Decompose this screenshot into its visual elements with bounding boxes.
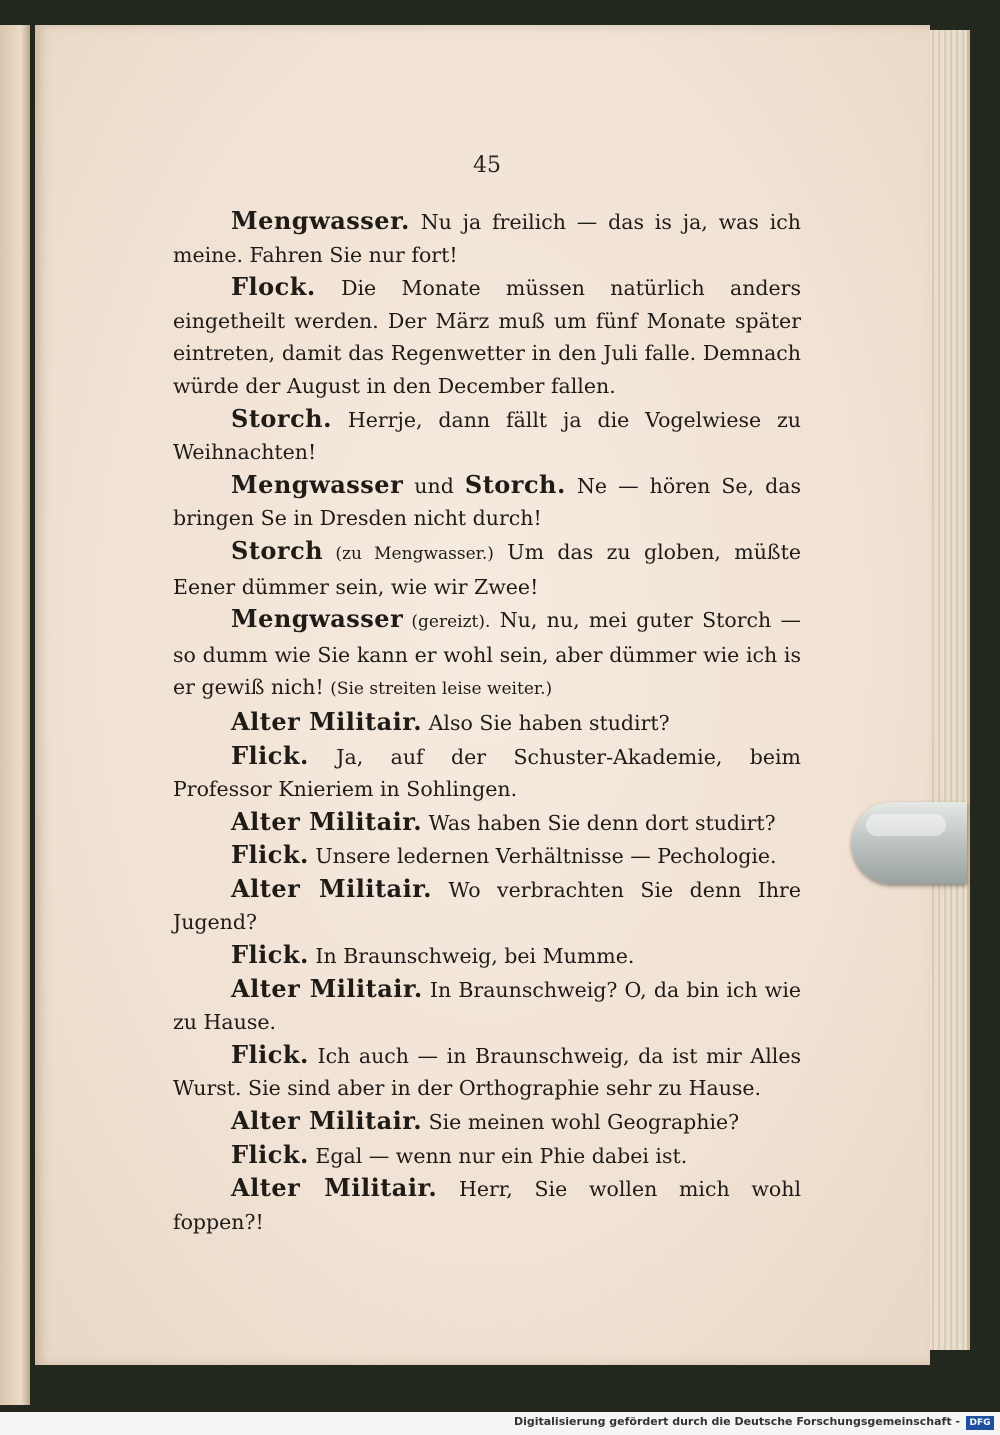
dialogue-paragraph xyxy=(173,469,801,535)
funding-credit: Digitalisierung gefördert durch die Deutsche Forschungsgemeinschaft - xyxy=(513,1415,960,1428)
dialogue-paragraph xyxy=(173,973,801,1039)
dialogue-paragraph xyxy=(173,403,801,469)
speaker-name: Alter Militair. xyxy=(231,1173,438,1203)
speaker-name: Mengwasser. xyxy=(231,206,410,235)
spoken-line: Ich auch — in Braunschweig, da ist mir Alles Wurst. Sie sind aber in der Orthographie sehr zu Hause. xyxy=(173,1043,801,1101)
page-clip xyxy=(852,802,967,884)
page-number: 45 xyxy=(473,153,501,178)
spoken-line: Sie meinen wohl Geographie? xyxy=(422,1110,740,1135)
dialogue-paragraph xyxy=(173,205,801,271)
spoken-line: Herr, Sie wollen mich wohl foppen?! xyxy=(173,1177,801,1234)
dialogue-paragraph xyxy=(173,1039,801,1105)
dialogue-paragraph xyxy=(173,1139,801,1173)
dialogue-paragraph xyxy=(173,806,801,840)
spoken-line: Nu, nu, mei guter Storch — so dumm wie Sie kann er wohl sein, aber dümmer wie ich is er gewiß nich! xyxy=(173,608,801,700)
speaker-name: Storch. xyxy=(231,403,332,433)
speaker-name: Flick. xyxy=(231,1039,309,1069)
spoken-line: Um das zu globen, müßte Eener dümmer sein, wie wir Zwee! xyxy=(173,539,801,599)
dialogue-paragraph xyxy=(173,740,801,806)
spoken-line: In Braunschweig, bei Mumme. xyxy=(308,944,635,969)
dialogue-paragraph xyxy=(173,839,801,873)
dialogue-paragraph xyxy=(173,1105,801,1139)
speaker-name: Alter Militair. xyxy=(231,706,423,736)
spoken-line: Ja, auf der Schuster-Akademie, beim Professor Knieriem in Sohlingen. xyxy=(173,744,801,802)
speaker-name: Mengwasser xyxy=(231,469,404,499)
speaker-name: Alter Militair. xyxy=(231,973,423,1003)
spoken-line: und xyxy=(403,473,465,498)
speaker-name: Flick. xyxy=(231,1139,309,1169)
speaker-name: Flick. xyxy=(231,740,309,770)
stage-direction: (Sie streiten leise weiter.) xyxy=(330,679,553,700)
dialogue-paragraph xyxy=(173,939,801,973)
dfg-logo: DFG xyxy=(966,1416,994,1430)
dialogue-paragraph xyxy=(173,603,801,706)
spoken-line: Also Sie haben studirt? xyxy=(422,710,670,735)
spoken-line: Nu ja freilich — das is ja, was ich meine. Fahren Sie nur fort! xyxy=(173,210,801,267)
spoken-line: Herrje, dann fällt ja die Vogelwiese zu Weihnachten! xyxy=(173,407,801,465)
spoken-line: In Braunschweig? O, da bin ich wie zu Hause. xyxy=(173,977,802,1035)
dialogue-paragraph xyxy=(173,706,801,740)
speaker-name: Flick. xyxy=(231,940,309,970)
spoken-line: Wo verbrachten Sie denn Ihre Jugend? xyxy=(173,877,801,935)
book-page xyxy=(35,25,930,1365)
spoken-line: Die Monate müssen natürlich anders eingetheilt werden. Der März muß um fünf Monate später eintreten, damit das Regenwetter in den Juli falle. Demnach würde der August in den December fallen. xyxy=(173,276,801,398)
stage-direction: (gereizt). xyxy=(403,612,491,633)
spoken-line: Egal — wenn nur ein Phie dabei ist. xyxy=(308,1143,688,1168)
dialogue-paragraph xyxy=(173,873,801,939)
spoken-line: Unsere ledernen Verhältnisse — Pechologie. xyxy=(308,844,777,869)
spoken-line: Was haben Sie denn dort studirt? xyxy=(422,810,776,835)
facing-page-edge xyxy=(0,25,30,1405)
speaker-name: Storch xyxy=(231,535,324,565)
speaker-name: Alter Militair. xyxy=(231,806,423,836)
spoken-line: Ne — hören Se, das bringen Se in Dresden nicht durch! xyxy=(173,473,801,531)
speaker-name: Mengwasser xyxy=(231,604,404,634)
dialogue-paragraph xyxy=(173,535,801,603)
speaker-name: Storch. xyxy=(464,469,566,499)
footer-bar xyxy=(0,1412,1000,1435)
dialogue-text xyxy=(173,205,801,1238)
dialogue-paragraph xyxy=(173,271,801,402)
speaker-name: Flock. xyxy=(231,272,316,302)
stage-direction: (zu Mengwasser.) xyxy=(323,543,494,564)
speaker-name: Alter Militair. xyxy=(231,873,433,903)
dialogue-paragraph xyxy=(173,1172,801,1238)
speaker-name: Alter Militair. xyxy=(231,1106,423,1136)
speaker-name: Flick. xyxy=(231,840,309,870)
